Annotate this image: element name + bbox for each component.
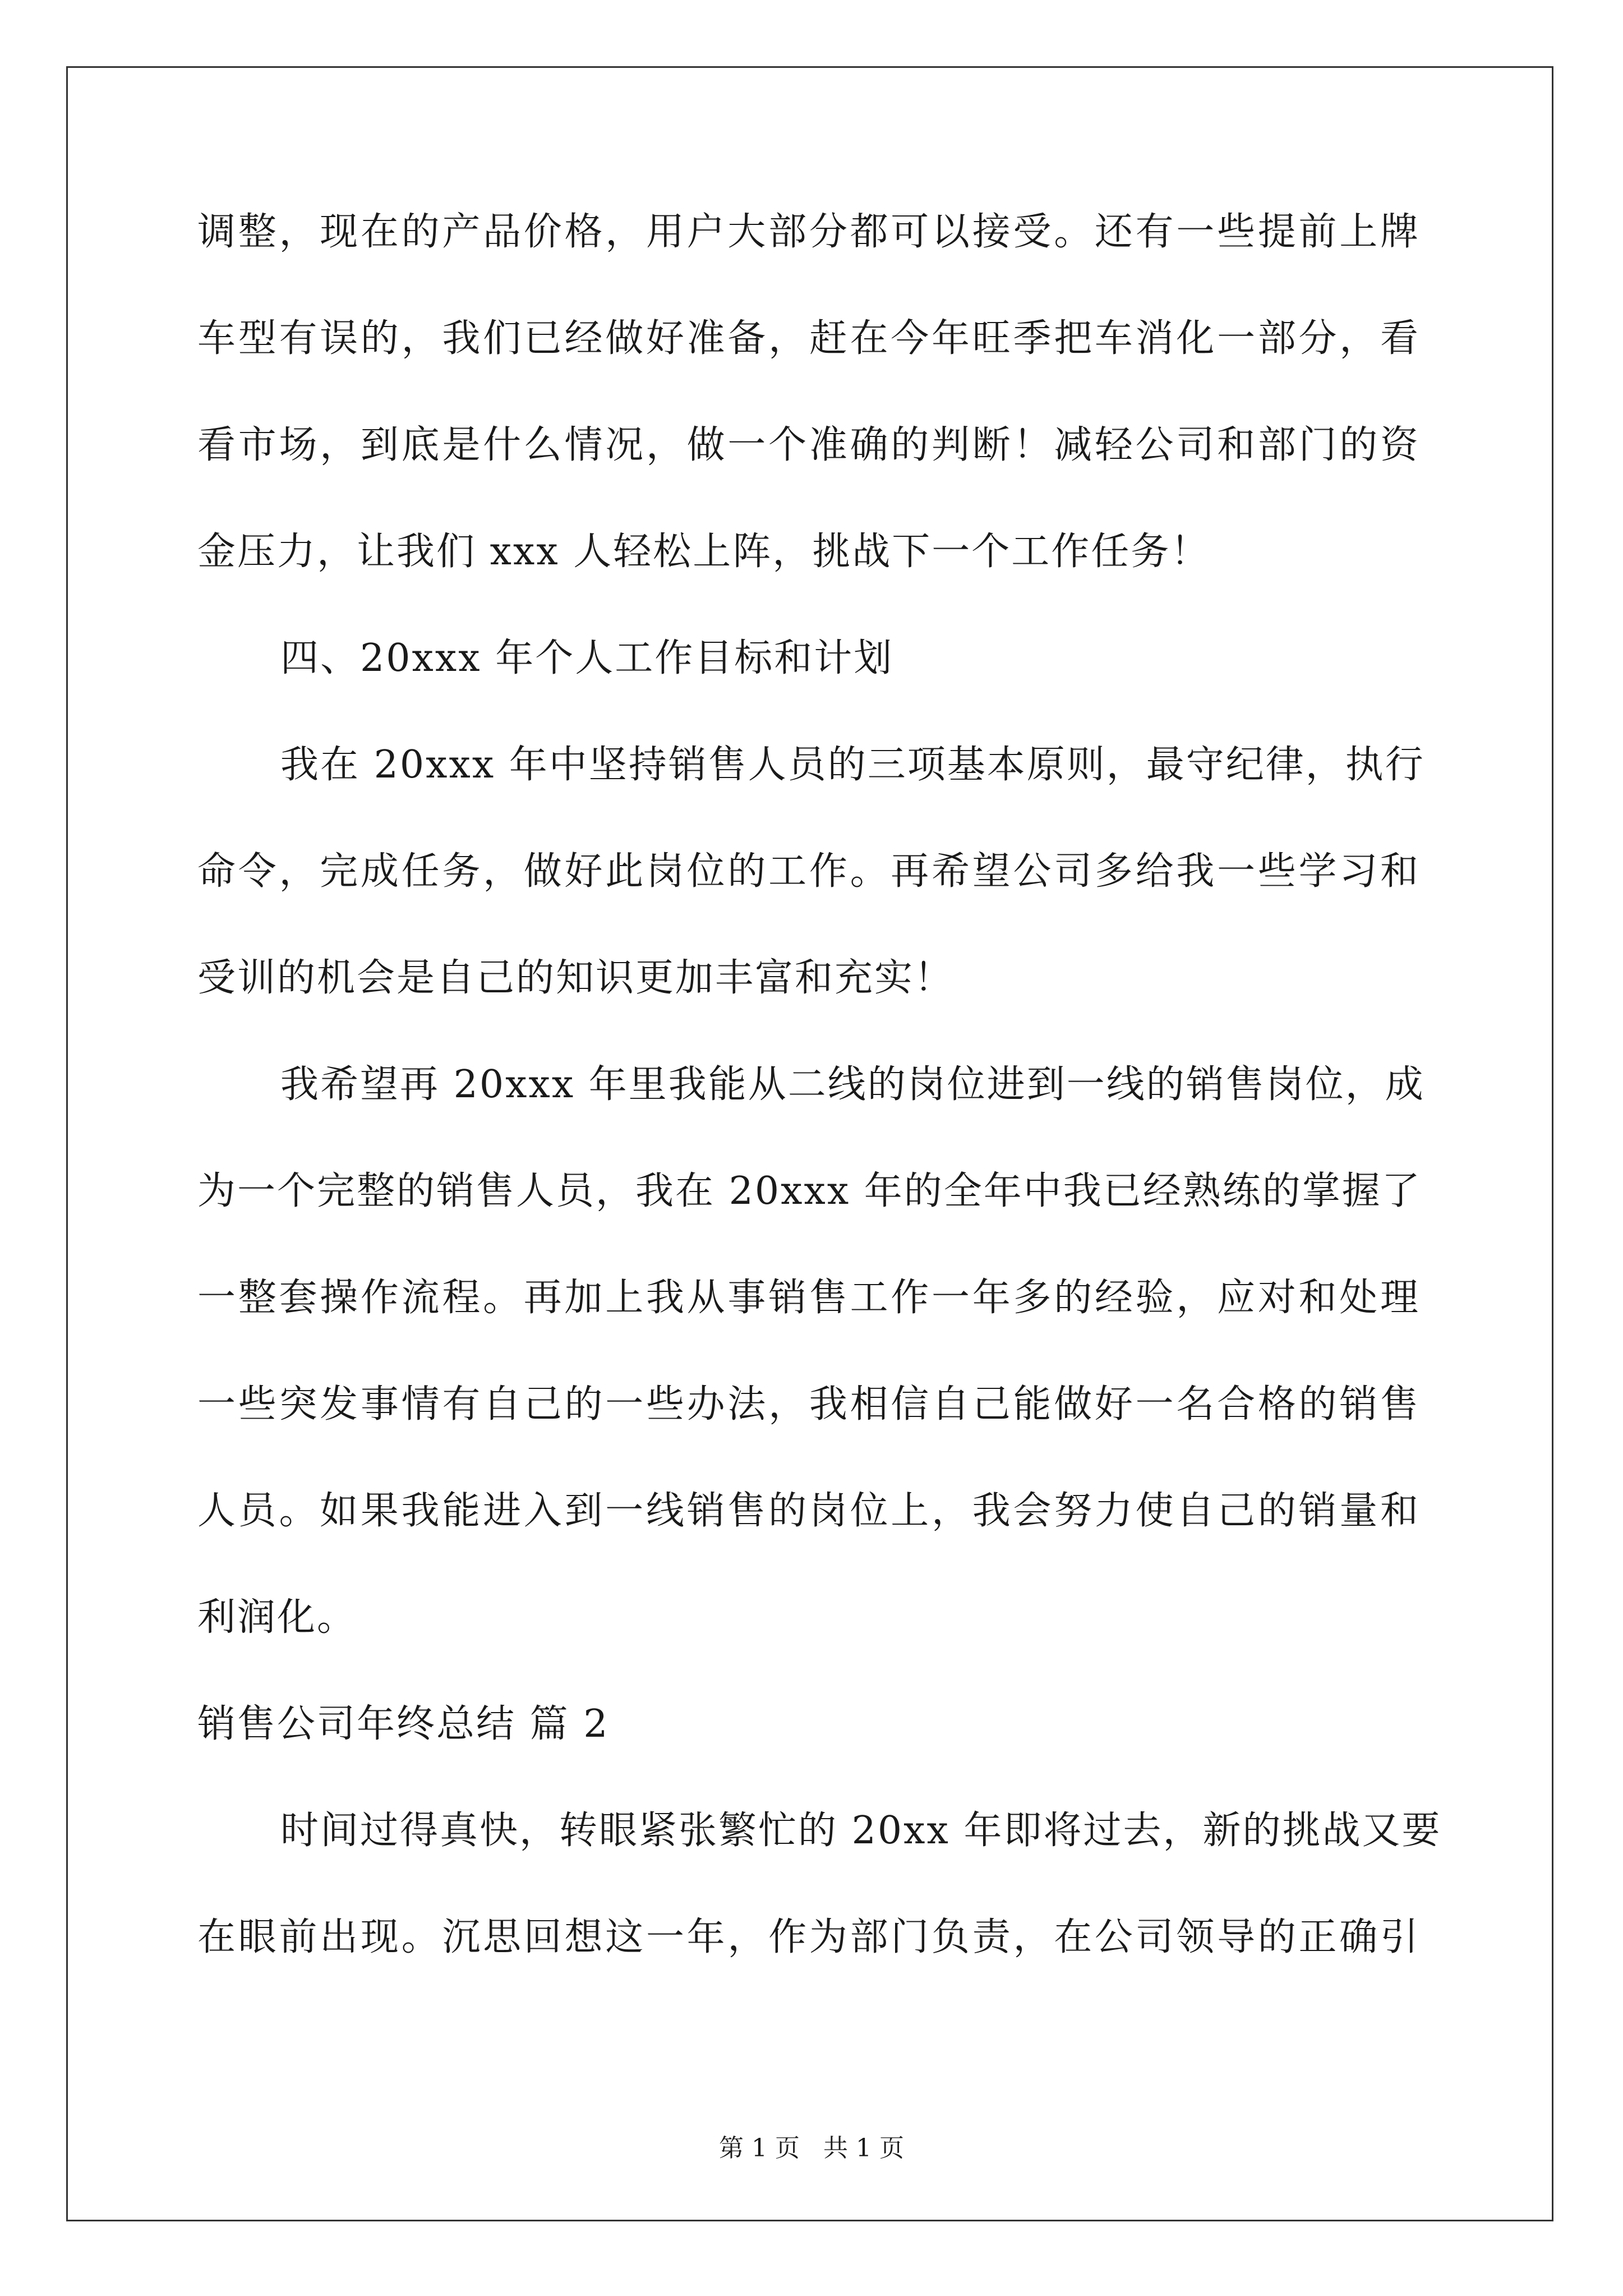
- paragraph-line: 调整，现在的产品价格，用户大部分都可以接受。还有一些提前上牌: [197, 210, 1420, 254]
- paragraph-line: 金压力，让我们 xxx 人轻松上阵，挑战下一个工作任务！: [197, 530, 1211, 574]
- paragraph-line: 一些突发事情有自己的一些办法，我相信自己能做好一名合格的销售: [197, 1382, 1420, 1427]
- paragraph-line: 车型有误的，我们已经做好准备，赶在今年旺季把车消化一部分，看: [197, 316, 1420, 361]
- paragraph-line: 时间过得真快，转眼紧张繁忙的 20xx 年即将过去，新的挑战又要: [280, 1809, 1442, 1853]
- paragraph-line: 受训的机会是自己的知识更加丰富和充实！: [197, 956, 955, 1000]
- paragraph-line: 人员。如果我能进入到一线销售的岗位上，我会努力使自己的销量和: [197, 1489, 1420, 1533]
- paragraph-line: 在眼前出现。沉思回想这一年，作为部门负责，在公司领导的正确引: [197, 1915, 1420, 1959]
- paragraph-line: 为一个完整的销售人员，我在 20xxx 年的全年中我已经熟练的掌握了: [197, 1169, 1422, 1213]
- paragraph-line: 看市场，到底是什么情况，做一个准确的判断！减轻公司和部门的资: [197, 423, 1420, 467]
- paragraph-line: 利润化。: [197, 1595, 357, 1640]
- article-title: 销售公司年终总结 篇 2: [197, 1702, 610, 1746]
- section-heading: 四、20xxx 年个人工作目标和计划: [280, 636, 894, 680]
- paragraph-line: 命令，完成任务，做好此岗位的工作。再希望公司多给我一些学习和: [197, 849, 1420, 894]
- page-footer: 第 1 页 共 1 页: [719, 2134, 904, 2162]
- paragraph-line: 我在 20xxx 年中坚持销售人员的三项基本原则，最守纪律，执行: [280, 743, 1425, 787]
- paragraph-line: 我希望再 20xxx 年里我能从二线的岗位进到一线的销售岗位，成: [280, 1062, 1425, 1107]
- page-border: [66, 66, 1553, 2221]
- paragraph-line: 一整套操作流程。再加上我从事销售工作一年多的经验，应对和处理: [197, 1276, 1420, 1320]
